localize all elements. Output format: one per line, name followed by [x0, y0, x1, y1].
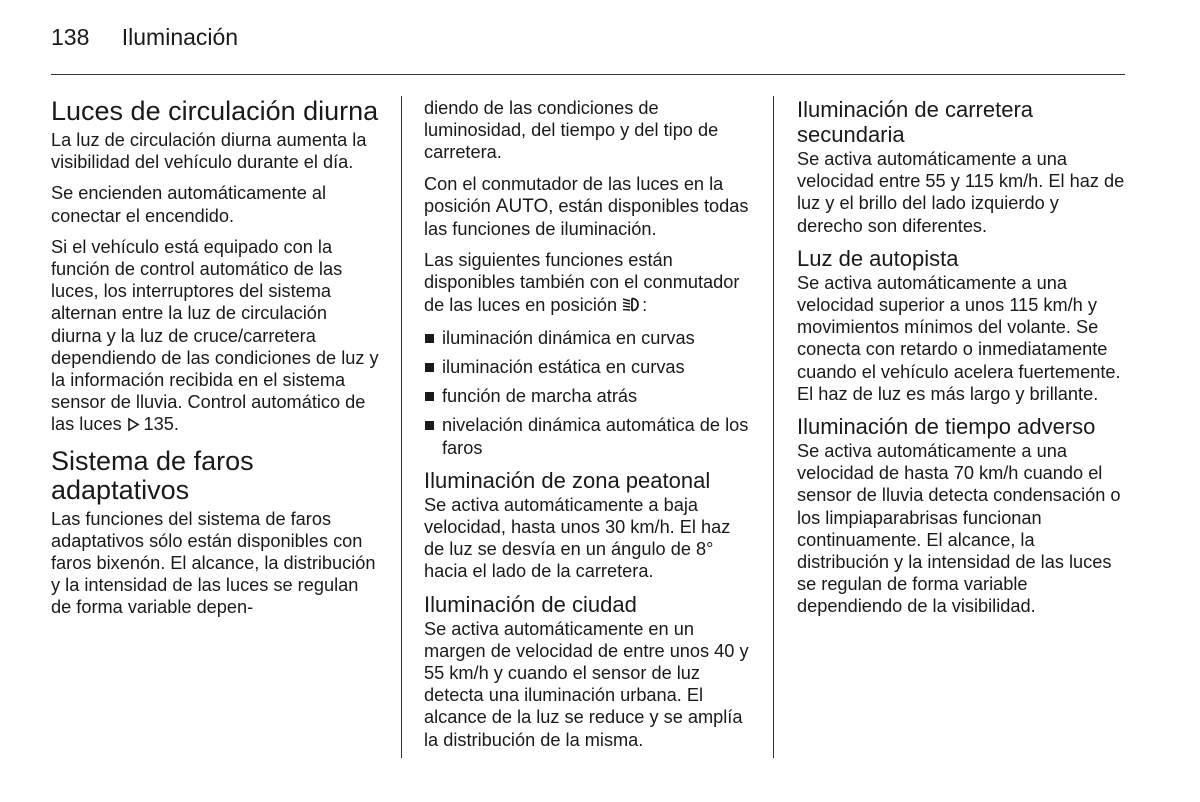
section-title: Iluminación — [121, 24, 239, 50]
bullet-square-icon — [425, 421, 434, 430]
afl-function-list — [424, 327, 752, 459]
cross-reference-triangle-icon — [127, 415, 140, 437]
motorway-light-paragraph: Se activa automáticamente a una velocidad superior a unos 115 km/h y movimientos mínimos del volante. Se conecta con retardo o inmediatamente cuando el vehículo acelera fuertemente. El haz de luz es más largo y brillante. — [797, 272, 1121, 404]
column-divider-1 — [401, 96, 402, 758]
pedestrian-lighting-heading: Iluminación de zona peatonal — [424, 467, 711, 493]
auto-paragraph: Con el conmutador de las luces en la posición AUTO, están disponibles todas las funciones de iluminación. — [424, 173, 749, 240]
column-2 — [424, 97, 752, 760]
drl-paragraph-3-text: Si el vehículo está equipado con la función de control automático de las luces, los interruptores del sistema alternan entre la luz de circulación diurna y la luz de cruce/carretera dependiendo de las condiciones de luz y la información recibida en el sistema sensor de lluvia. Control automático de las luces — [51, 236, 379, 435]
page-header — [51, 24, 238, 51]
drl-paragraph-3: Si el vehículo está equipado con la función de control automático de las luces, los interruptores del sistema alternan entre la luz de circulación diurna y la luz de cruce/carretera dependiendo de las condiciones de luz y la información recibida en el sistema sensor de lluvia. Control automático de las luces 135. — [51, 236, 381, 438]
also-available-paragraph: Las siguientes funciones están disponibles también con el conmutador de las luces en posición : — [424, 249, 752, 318]
column-3 — [797, 97, 1127, 627]
page-number: 138 — [51, 24, 90, 50]
header-rule — [51, 74, 1125, 75]
list-item: función de marcha atrás — [424, 385, 752, 407]
continued-paragraph: diendo de las condiciones de luminosidad, del tiempo y del tipo de carretera. — [424, 98, 719, 163]
adverse-weather-lighting-paragraph: Se activa automáticamente a una velocidad de hasta 70 km/h cuando el sensor de lluvia detecta condensación o los limpiaparabrisas funcionan continuamente. El alcance, la distribución y la intensidad de las luces se regulan de forma variable dependiendo de la visibilidad. — [797, 441, 1121, 617]
bullet-square-icon — [425, 363, 434, 372]
country-road-lighting-paragraph: Se activa automáticamente a una velocidad entre 55 y 115 km/h. El haz de luz y el brillo del lado izquierdo y derecho son diferentes. — [797, 149, 1125, 236]
page-reference[interactable]: 135 — [143, 414, 174, 435]
drl-paragraph-1: La luz de circulación diurna aumenta la visibilidad del vehículo durante el día. — [51, 130, 367, 173]
motorway-light-heading: Luz de autopista — [797, 245, 959, 271]
adaptive-headlights-heading: Sistema de faros adaptativos — [51, 445, 254, 505]
list-item: iluminación dinámica en curvas — [424, 327, 752, 349]
column-divider-2 — [773, 96, 774, 758]
bullet-square-icon — [425, 334, 434, 343]
country-road-lighting-heading: Iluminación de carretera secundaria — [797, 97, 1034, 147]
low-beam-headlight-icon — [622, 296, 642, 318]
list-item: iluminación estática en curvas — [424, 356, 752, 378]
auto-label: AUTO — [495, 195, 549, 217]
city-lighting-heading: Iluminación de ciudad — [424, 591, 637, 617]
city-lighting-paragraph: Se activa automáticamente en un margen de velocidad de entre unos 40 y 55 km/h y cuando el sensor de luz detecta una iluminación urbana. El alcance de la luz se reduce y se amplía la distribución de la misma. — [424, 618, 749, 750]
column-1 — [51, 97, 381, 628]
drl-paragraph-2: Se encienden automáticamente al conectar el encendido. — [51, 183, 327, 226]
bullet-square-icon — [425, 392, 434, 401]
list-item: nivelación dinámica automática de los faros — [424, 414, 752, 458]
adverse-weather-lighting-heading: Iluminación de tiempo adverso — [797, 414, 1096, 440]
pedestrian-lighting-paragraph: Se activa automáticamente a baja velocidad, hasta unos 30 km/h. El haz de luz se desvía en un ángulo de 8° hacia el lado de la carretera. — [424, 494, 731, 582]
afl-paragraph-1: Las funciones del sistema de faros adaptativos sólo están disponibles con faros bixenón. El alcance, la distribución y la intensidad de las luces se regulan de forma variable depen- — [51, 508, 376, 618]
daytime-running-lights-heading: Luces de circulación diurna — [51, 96, 379, 126]
